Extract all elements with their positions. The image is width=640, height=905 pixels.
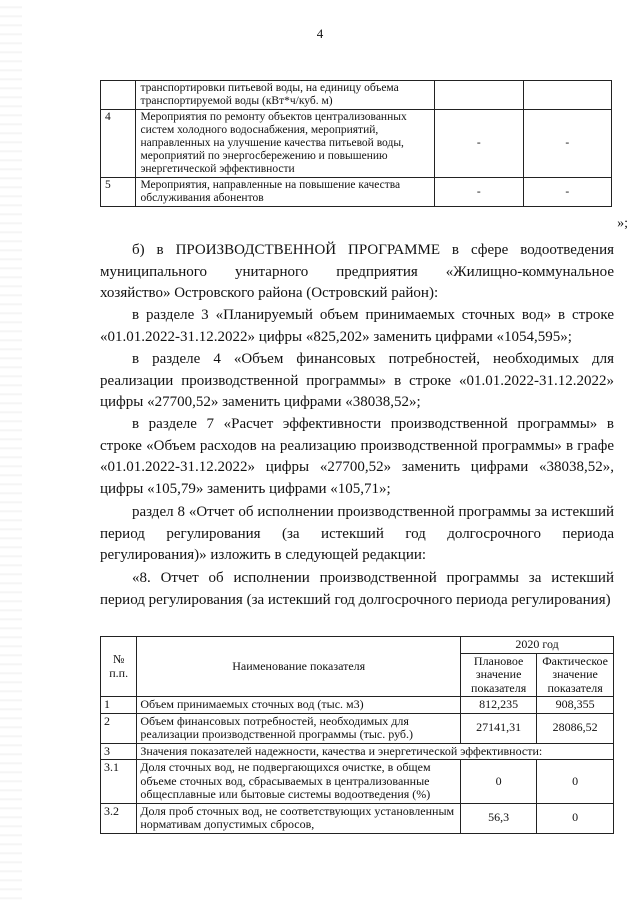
- scan-edge-artifact: [0, 0, 22, 905]
- row-fact: -: [523, 178, 611, 207]
- header-year: 2020 год: [461, 637, 614, 654]
- row-name: Значения показателей надежности, качества и энергетической эффективности:: [137, 743, 614, 760]
- paragraph-b: б) в ПРОИЗВОДСТВЕННОЙ ПРОГРАММЕ в сфере водоотведения муниципального унитарного предприятия «Жилищно-коммунальное хозяйство» Островского района (Островский район):: [100, 242, 614, 301]
- table-row: [101, 81, 612, 110]
- header-fact: Фактическое значение показателя: [537, 653, 614, 697]
- row-number: 3.1: [101, 760, 137, 804]
- row-number: 4: [101, 110, 136, 178]
- table-row: [101, 713, 614, 743]
- row-number: 2: [101, 713, 137, 743]
- table-row: [101, 803, 614, 833]
- row-plan: 56,3: [461, 803, 537, 833]
- row-fact: [523, 81, 611, 110]
- table-row: [101, 697, 614, 714]
- row-name: Доля проб сточных вод, не соответствующих установленным нормативам допустимых сбросов,: [137, 803, 461, 833]
- paragraph-section-8: раздел 8 «Отчет об исполнении производственной программы за истекший период регулирования (за истекший год долгосрочного периода регулирования)» изложить в следующей редакции:: [100, 504, 614, 563]
- page-number: 4: [316, 26, 324, 41]
- closing-quote: »;: [617, 216, 628, 231]
- paragraph-section-7: в разделе 7 «Расчет эффективности производственной программы» в строке «Объем расходов на реализацию производственной программы» в графе «01.01.2022-31.12.2022» цифры «27700,52» заменить цифрами «38038,52», цифры «105,79» заменить цифрами «105,71»;: [100, 416, 614, 497]
- row-plan: 812,235: [461, 697, 537, 714]
- header-number: № п.п.: [101, 637, 137, 697]
- table-header-row: [101, 637, 614, 654]
- row-fact: 908,355: [537, 697, 614, 714]
- row-plan: -: [435, 178, 523, 207]
- row-number: 1: [101, 697, 137, 714]
- paragraph-section-3: в разделе 3 «Планируемый объем принимаемых сточных вод» в строке «01.01.2022-31.12.2022» цифры «825,202» заменить цифрами «1054,595»;: [100, 307, 614, 345]
- row-name: Объем финансовых потребностей, необходимых для реализации производственной программы (тыс. руб.): [137, 713, 461, 743]
- row-fact: -: [523, 110, 611, 178]
- row-number: 3.2: [101, 803, 137, 833]
- row-plan: [435, 81, 523, 110]
- table-row: [101, 760, 614, 804]
- row-plan: -: [435, 110, 523, 178]
- report-table: [100, 636, 614, 834]
- row-number: 3: [101, 743, 137, 760]
- row-fact: 0: [537, 760, 614, 804]
- row-fact: 28086,52: [537, 713, 614, 743]
- row-name: Мероприятия по ремонту объектов централизованных систем холодного водоснабжения, мероприятий, направленных на улучшение качества питьевой воды, мероприятий по энергосбережению и повышению энергетической эффективности: [136, 110, 435, 178]
- row-name: Доля сточных вод, не подвергающихся очистке, в общем объеме сточных вод, сбрасываемых в централизованные общесплавные или бытовые системы водоотведения (%): [137, 760, 461, 804]
- row-fact: 0: [537, 803, 614, 833]
- paragraph-section-4: в разделе 4 «Объем финансовых потребностей, необходимых для реализации производственной программы» в строке «01.01.2022-31.12.2022» цифры «27700,52» заменить цифрами «38038,52»;: [100, 351, 614, 410]
- row-name: Мероприятия, направленные на повышение качества обслуживания абонентов: [136, 178, 435, 207]
- row-name: транспортировки питьевой воды, на единицу объема транспортируемой воды (кВт*ч/куб. м): [136, 81, 435, 110]
- paragraph-report-heading: «8. Отчет об исполнении производственной программы за истекший период регулирования (за истекший год долгосрочного периода регулирования): [100, 570, 614, 608]
- table-row: [101, 178, 612, 207]
- row-plan: 0: [461, 760, 537, 804]
- table-row: [101, 110, 612, 178]
- header-plan: Плановое значение показателя: [461, 653, 537, 697]
- row-number: [101, 81, 136, 110]
- row-plan: 27141,31: [461, 713, 537, 743]
- header-name: Наименование показателя: [137, 637, 461, 697]
- row-number: 5: [101, 178, 136, 207]
- water-supply-table-continued: [100, 80, 612, 207]
- row-name: Объем принимаемых сточных вод (тыс. м3): [137, 697, 461, 714]
- table-row: [101, 743, 614, 760]
